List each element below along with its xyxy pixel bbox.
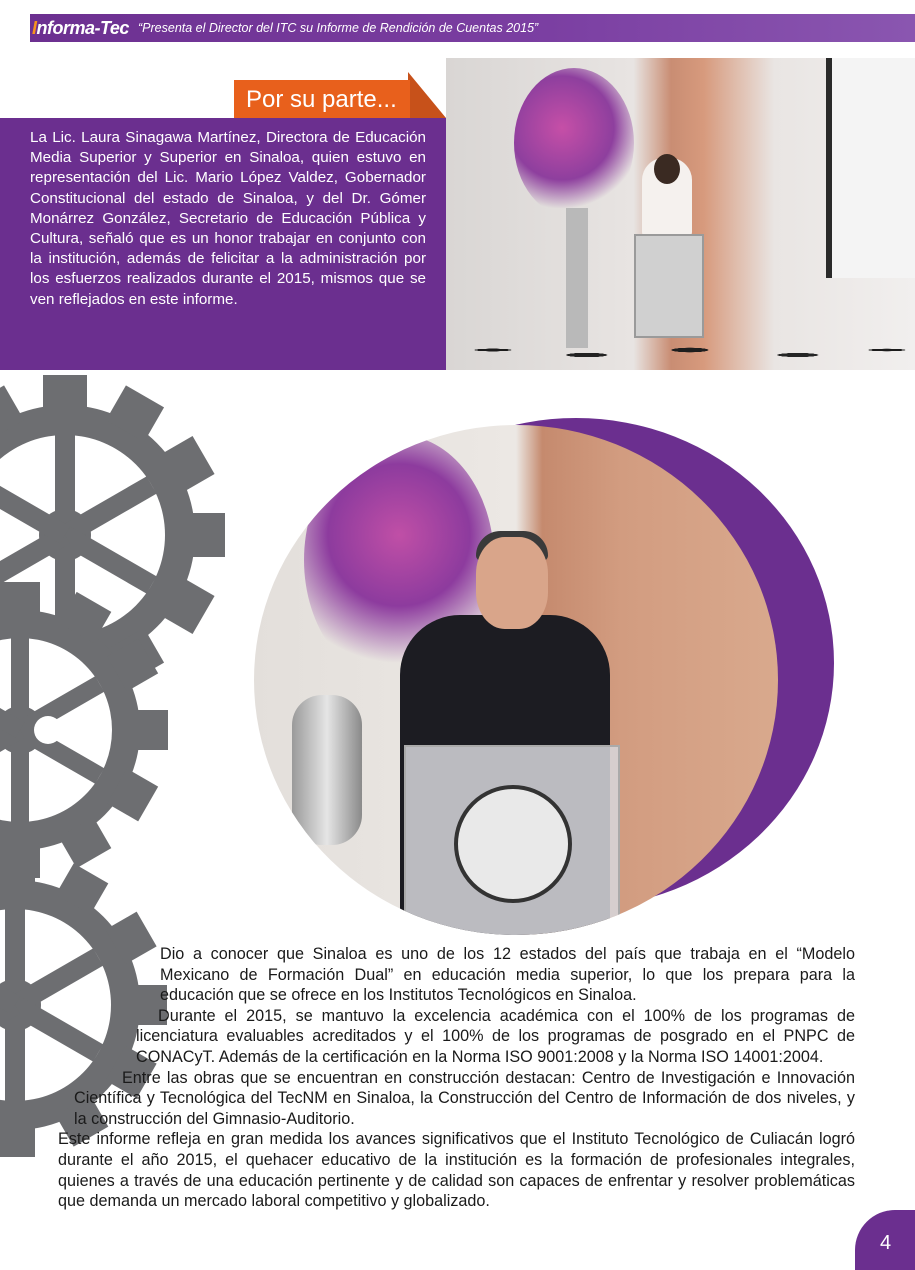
director-face [476, 537, 548, 629]
header-notch [0, 0, 30, 42]
institution-seal [454, 785, 572, 903]
page-number: 4 [880, 1232, 892, 1254]
projection-screen [826, 58, 915, 278]
silver-vase [292, 695, 362, 845]
paragraph-conclusion: Este informe refleja en gran medida los avances significativos que el Instituto Tecnológico de Culiacán logró durante el año 2015, el quehacer educativo de la institución es la formación de profesionales integrales, quienes a través de una educación pertinente y de calidad son capaces de enfrentar y resolver problemáticas que demanda un mercado laboral competitivo y globalizado. [58, 1130, 855, 1211]
photo-speaker-woman [446, 58, 915, 370]
tab-wedge [408, 72, 446, 118]
section-tab-label: Por su parte... [246, 86, 397, 113]
article-body [0, 944, 915, 1212]
paragraph-construction: Entre las obras que se encuentran en construcción destacan: Centro de Investigación e Innovación Científica y Tecnológica del TecNM en Sinaloa, la Construcción del Centro de Información de dos niveles, y la construcción del Gimnasio-Auditorio. [74, 1068, 855, 1128]
audience [446, 320, 915, 370]
header-title: “Presenta el Director del ITC su Informe de Rendición de Cuentas 2015” [138, 21, 539, 35]
flower-arrangement [514, 68, 634, 218]
speaker-head [654, 154, 680, 184]
paragraph-excellence: Durante el 2015, se mantuvo la excelencia académica con el 100% de los programas de licenciatura evaluables acreditados y el 100% de los programas de posgrado en el PNPC de CONACyT. Además de la certificación en la Norma ISO 9001:2008 y la Norma ISO 14001:2004. [136, 1006, 855, 1066]
paragraph-dual-model: Dio a conocer que Sinaloa es uno de los 12 estados del país que trabaja en el “Modelo Mexicano de Formación Dual” en educación media superior, lo que los prepara para la educación que se ofrece en los Institutos Tecnológicos en Sinaloa. [160, 945, 855, 1005]
intro-paragraph: La Lic. Laura Sinagawa Martínez, Directora de Educación Media Superior y Superior en Sinaloa, quien estuvo en representación del Lic. Mario López Valdez, Gobernador Constitucional del estado de Sinaloa, y del Dr. Gómer Monárrez González, Secretario de Educación Pública y Cultura, señaló que es un honor trabajar en conjunto con la institución, además de felicitar a la administración por los esfuerzos realizados durante el 2015, mismos que se ven reflejados en este informe. [30, 129, 426, 308]
informa-tec-logo: Informa-Tec [32, 18, 129, 38]
photo-director-speaking [254, 425, 778, 935]
